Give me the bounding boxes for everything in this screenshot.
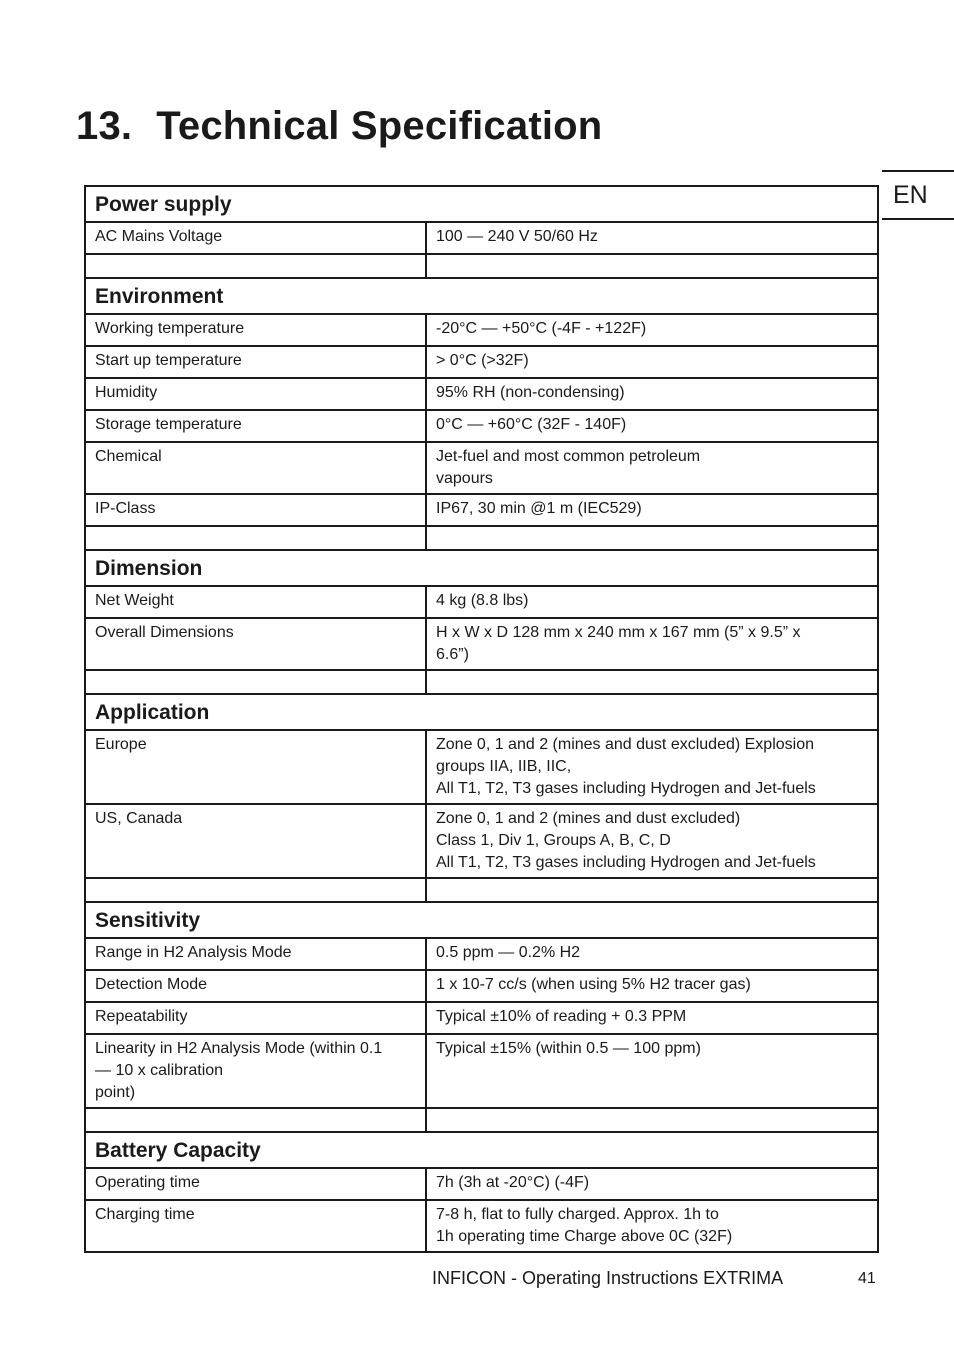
section-header-row: [85, 1132, 878, 1168]
spec-value-cell: [426, 222, 878, 254]
spec-label-line: Humidity: [95, 384, 158, 401]
spec-value-cell: [426, 410, 878, 442]
spec-value-line: 1 x 10-7 cc/s (when using 5% H2 tracer gas): [436, 976, 751, 993]
spec-label-line: US, Canada: [95, 810, 183, 827]
spec-value-line: 7-8 h, flat to fully charged. Approx. 1h to: [436, 1206, 719, 1223]
spec-label-cell: [85, 1002, 426, 1034]
spacer-row: [85, 526, 878, 550]
spec-value-line: All T1, T2, T3 gases including Hydrogen and Jet-fuels: [436, 780, 816, 797]
spec-value-cell: [426, 442, 878, 494]
page-title: [76, 104, 602, 149]
spec-label-line: Operating time: [95, 1174, 200, 1191]
spec-value-line: 7h (3h at -20°C) (-4F): [436, 1174, 590, 1191]
spec-label-line: — 10 x calibration: [95, 1062, 224, 1079]
table-row: [85, 346, 878, 378]
spec-value-cell: [426, 1168, 878, 1200]
empty-cell: [85, 670, 426, 694]
spec-label-line: AC Mains Voltage: [95, 228, 223, 245]
section-header-row: [85, 694, 878, 730]
spec-value-line: H x W x D 128 mm x 240 mm x 167 mm (5” x 9.5” x: [436, 624, 801, 641]
spec-label-line: Storage temperature: [95, 416, 242, 433]
spec-value-line: Zone 0, 1 and 2 (mines and dust excluded) Explosion: [436, 736, 815, 753]
table-row: [85, 1168, 878, 1200]
empty-cell: [426, 1108, 878, 1132]
spec-value-line: Jet-fuel and most common petroleum: [436, 448, 701, 465]
spec-label-line: point): [95, 1084, 136, 1101]
table-row: [85, 1200, 878, 1252]
spec-label-line: Range in H2 Analysis Mode: [95, 944, 292, 961]
empty-cell: [426, 670, 878, 694]
language-tab-label: EN: [893, 181, 928, 209]
table-row: [85, 804, 878, 878]
spec-value-cell: [426, 1200, 878, 1252]
spec-label-line: Detection Mode: [95, 976, 208, 993]
spec-label-cell: [85, 314, 426, 346]
table-row: [85, 618, 878, 670]
spec-label-cell: [85, 494, 426, 526]
empty-cell: [426, 526, 878, 550]
empty-cell: [85, 1108, 426, 1132]
spec-label-cell: [85, 410, 426, 442]
spec-label-cell: [85, 1168, 426, 1200]
section-heading: Power supply: [85, 186, 878, 222]
spec-value-line: Typical ±10% of reading + 0.3 PPM: [436, 1008, 687, 1025]
spec-label-cell: [85, 970, 426, 1002]
table-row: [85, 1034, 878, 1108]
section-heading: Battery Capacity: [85, 1132, 878, 1168]
spec-value-line: 6.6”): [436, 646, 469, 663]
spec-value-cell: [426, 1034, 878, 1108]
section-number: 13.: [76, 104, 133, 148]
spec-table: [84, 185, 879, 1253]
language-tab: [882, 170, 954, 220]
spec-label-cell: [85, 1034, 426, 1108]
spec-value-line: IP67, 30 min @1 m (IEC529): [436, 500, 642, 517]
spacer-row: [85, 878, 878, 902]
section-header-row: [85, 278, 878, 314]
spec-value-line: > 0°C (>32F): [436, 352, 529, 369]
spec-value-cell: [426, 618, 878, 670]
spec-label-line: Linearity in H2 Analysis Mode (within 0.1: [95, 1040, 383, 1057]
section-heading: Environment: [85, 278, 878, 314]
spec-label-line: Start up temperature: [95, 352, 242, 369]
empty-cell: [85, 878, 426, 902]
table-row: [85, 222, 878, 254]
spec-value-cell: [426, 970, 878, 1002]
section-title-text: Technical Specification: [156, 104, 603, 148]
spec-value-line: All T1, T2, T3 gases including Hydrogen and Jet-fuels: [436, 854, 816, 871]
spec-value-line: 95% RH (non-condensing): [436, 384, 625, 401]
page-number: 41: [858, 1270, 876, 1287]
table-row: [85, 970, 878, 1002]
empty-cell: [85, 254, 426, 278]
spec-value-line: 4 kg (8.8 lbs): [436, 592, 529, 609]
table-row: [85, 1002, 878, 1034]
spec-value-line: 100 — 240 V 50/60 Hz: [436, 228, 598, 245]
spec-value-line: Zone 0, 1 and 2 (mines and dust excluded): [436, 810, 741, 827]
spec-value-line: 0.5 ppm — 0.2% H2: [436, 944, 581, 961]
section-heading: Dimension: [85, 550, 878, 586]
spec-label-line: IP-Class: [95, 500, 156, 517]
empty-cell: [426, 254, 878, 278]
spec-value-cell: [426, 378, 878, 410]
spec-label-line: Working temperature: [95, 320, 245, 337]
table-row: [85, 442, 878, 494]
table-row: [85, 314, 878, 346]
table-row: [85, 938, 878, 970]
spec-value-line: Typical ±15% (within 0.5 — 100 ppm): [436, 1040, 701, 1057]
table-row: [85, 730, 878, 804]
spec-value-line: Class 1, Div 1, Groups A, B, C, D: [436, 832, 671, 849]
spec-value-cell: [426, 1002, 878, 1034]
spacer-row: [85, 254, 878, 278]
spec-value-line: 1h operating time Charge above 0C (32F): [436, 1228, 733, 1245]
spec-label-line: Charging time: [95, 1206, 195, 1223]
spec-label-line: Chemical: [95, 448, 162, 465]
section-header-row: [85, 902, 878, 938]
spec-label-cell: [85, 222, 426, 254]
spec-label-cell: [85, 346, 426, 378]
spec-label-line: Europe: [95, 736, 147, 753]
spec-label-cell: [85, 586, 426, 618]
table-row: [85, 494, 878, 526]
spec-value-line: 0°C — +60°C (32F - 140F): [436, 416, 627, 433]
footer-text: INFICON - Operating Instructions EXTRIMA: [432, 1268, 784, 1288]
section-heading: Application: [85, 694, 878, 730]
spacer-row: [85, 670, 878, 694]
spec-label-cell: [85, 730, 426, 804]
table-row: [85, 586, 878, 618]
spec-label-cell: [85, 618, 426, 670]
spec-table-body: [85, 186, 878, 1252]
spec-label-cell: [85, 378, 426, 410]
spec-value-cell: [426, 314, 878, 346]
spec-label-cell: [85, 938, 426, 970]
spec-label-line: Overall Dimensions: [95, 624, 234, 641]
empty-cell: [426, 878, 878, 902]
spec-value-cell: [426, 494, 878, 526]
spec-value-cell: [426, 586, 878, 618]
spec-value-cell: [426, 346, 878, 378]
section-heading: Sensitivity: [85, 902, 878, 938]
spec-value-cell: [426, 938, 878, 970]
spacer-row: [85, 1108, 878, 1132]
spec-value-line: -20°C — +50°C (-4F - +122F): [436, 320, 647, 337]
spec-label-line: Net Weight: [95, 592, 174, 609]
spec-value-line: vapours: [436, 470, 493, 487]
spec-label-cell: [85, 804, 426, 878]
spec-value-line: groups IIA, IIB, IIC,: [436, 758, 572, 775]
spec-label-cell: [85, 1200, 426, 1252]
section-header-row: [85, 186, 878, 222]
table-row: [85, 410, 878, 442]
spec-value-cell: [426, 804, 878, 878]
spec-label-cell: [85, 442, 426, 494]
table-row: [85, 378, 878, 410]
spec-label-line: Repeatability: [95, 1008, 188, 1025]
empty-cell: [85, 526, 426, 550]
spec-value-cell: [426, 730, 878, 804]
section-header-row: [85, 550, 878, 586]
